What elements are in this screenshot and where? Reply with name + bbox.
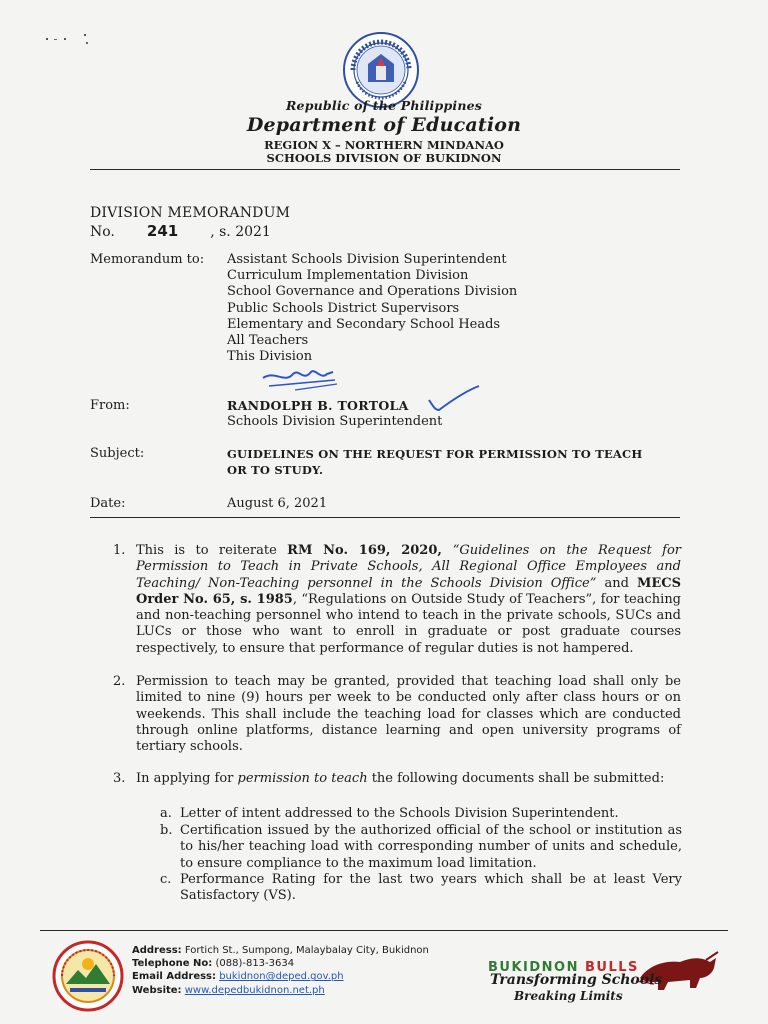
recipient-item: Elementary and Secondary School Heads — [227, 316, 501, 332]
recipient-list — [227, 252, 517, 365]
header-division: SCHOOLS DIVISION OF BUKIDNON — [266, 151, 502, 165]
p1-text: and — [596, 575, 637, 591]
recipient-item: Public Schools District Supervisors — [227, 300, 460, 316]
p3-text: In applying for — [136, 771, 238, 786]
paragraph-1 — [113, 543, 681, 657]
scan-artifact — [42, 30, 102, 50]
bukidnon-bulls-logo — [484, 946, 720, 1008]
recipient-item: Assistant Schools Division Superintendent — [227, 252, 507, 267]
recipient-item: Curriculum Implementation Division — [227, 268, 469, 284]
list-item — [160, 872, 682, 905]
date-label: Date: — [90, 496, 126, 511]
recipient-item: All Teachers — [227, 333, 309, 349]
brand-tagline-1: Transforming Schools — [490, 972, 663, 988]
list-item-text: Performance Rating for the last two years which shall be at least Very Satisfactory (VS). — [180, 872, 682, 904]
memo-no-value: 241 — [146, 222, 179, 240]
header-region-block — [0, 139, 768, 165]
p3-text: the following documents shall be submitted: — [367, 771, 665, 786]
phone-label: Telephone No: — [132, 958, 213, 970]
email-link[interactable]: bukidnon@deped.gov.ph — [219, 971, 344, 983]
p3-emphasis: permission to teach — [237, 771, 368, 786]
list-item-marker: b. — [160, 823, 173, 838]
email-label: Email Address: — [132, 971, 217, 983]
address-label: Address: — [132, 945, 182, 956]
p1-text: , “Regulations on Outside Study of Teachers”, for teaching and non-teaching personnel who intend to teach in the private schools, SUCs and LUCs or those who want to enroll in graduate or post graduate courses respectively, to ensure that performance of regular duties is not hampered. — [136, 591, 682, 656]
memo-title: DIVISION MEMORANDUM — [90, 205, 291, 221]
header-republic: Republic of the Philippines — [285, 98, 483, 113]
subject-line: GUIDELINES ON THE REQUEST FOR PERMISSION TO TEACH — [227, 447, 643, 461]
signature-icon — [255, 364, 345, 400]
to-label: Memorandum to: — [90, 252, 205, 267]
website-link[interactable]: www.depedbukidnon.net.ph — [184, 984, 325, 996]
subject-label: Subject: — [90, 446, 145, 461]
header-region: REGION X – NORTHERN MINDANAO — [264, 138, 504, 152]
body-divider — [90, 517, 680, 518]
memo-no-label: No. — [90, 224, 115, 240]
list-item — [160, 823, 682, 872]
paragraph-3 — [113, 771, 681, 787]
p2-text: Permission to teach may be granted, provided that teaching load shall only be limited to nine (9) hours per week to be conducted only after class hours or on weekends. This shall include the teaching load for classes which are conducted through online platforms, distance learning and open university programs of tertiary schools. — [136, 674, 681, 755]
header-department: Department of Education — [246, 114, 522, 136]
subject-text — [227, 446, 687, 478]
paragraph-number: 2. — [113, 674, 126, 689]
p1-ref-title: “Guidelines on the Request for Permission to Teach in Private Schools, All Regional Office Employees and Teaching/ Non-Teaching personnel in the Schools Division Office” — [136, 543, 681, 591]
list-item-text: Letter of intent addressed to the Schools Division Superintendent. — [180, 806, 619, 821]
from-title: Schools Division Superintendent — [227, 414, 443, 429]
list-item — [160, 806, 682, 822]
footer-contact — [132, 944, 429, 997]
memo-number — [90, 222, 390, 240]
subject-line: OR TO STUDY. — [227, 463, 324, 477]
paragraph-number: 3. — [113, 771, 126, 786]
phone-value: (088)-813-3634 — [215, 958, 295, 970]
recipient-item: School Governance and Operations Division — [227, 284, 518, 300]
paragraph-2 — [113, 674, 681, 755]
paragraph-number: 1. — [113, 543, 126, 558]
list-item-marker: a. — [160, 806, 172, 821]
division-logo-icon — [52, 940, 124, 1012]
header-divider — [90, 169, 680, 170]
from-name: RANDOLPH B. TORTOLA — [227, 398, 409, 413]
from-label: From: — [90, 398, 130, 413]
address-value: Fortich St., Sumpong, Malaybalay City, Bukidnon — [184, 945, 429, 956]
footer-divider — [40, 930, 728, 931]
brand-name: BUKIDNON BULLS — [488, 960, 639, 975]
website-label: Website: — [132, 984, 182, 996]
memo-series: , s. 2021 — [210, 224, 271, 240]
list-item-marker: c. — [160, 872, 172, 887]
date-value: August 6, 2021 — [227, 496, 328, 511]
initial-check-icon — [425, 384, 483, 414]
p1-ref-rm: RM No. 169, 2020, — [287, 543, 453, 558]
list-item-text: Certification issued by the authorized official of the school or institution as to his/her teaching load with corresponding number of units and schedule, to ensure compliance to the maximum load limitation. — [180, 823, 682, 871]
recipient-item: This Division — [227, 349, 313, 365]
brand-tagline-2: Breaking Limits — [514, 989, 623, 1003]
p1-ref-mecs: MECS Order No. 65, s. 1985 — [136, 575, 681, 607]
p1-text: This is to reiterate — [136, 543, 288, 558]
